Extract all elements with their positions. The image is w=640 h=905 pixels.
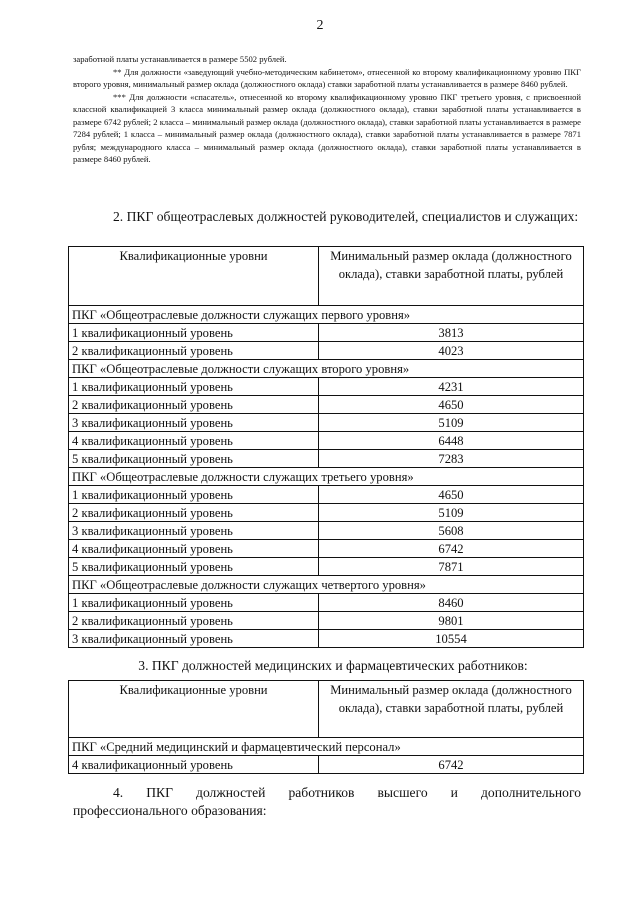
footnote-triple-star: *** Для должности «спасатель», отнесенной ко второму квалификационному уровню ПКГ третьего уровня, с присвоенной классной квалификацией 3 класса минимальный размер оклада (должностного оклада), ставки заработной платы устанавливается в размере 6742 рублей; 2 класса – минимальный размер оклада (должностного оклада), ставки заработной платы устанавливается в размере 7284 рублей; 1 класса – минимальный размер оклада (должностного оклада), ставки заработной платы устанавливается в размере 7871 рубля; международного класса – минимальный размер оклада (должностного оклада), ставки заработной платы устанавливается в размере 8460 рублей.	[73, 91, 581, 164]
salary-value: 4231	[319, 378, 584, 396]
salary-value: 10554	[319, 630, 584, 648]
footnotes	[73, 53, 581, 166]
table-row	[69, 756, 584, 774]
table-row	[69, 414, 584, 432]
group-title: ПКГ «Средний медицинский и фармацевтический персонал»	[69, 738, 584, 756]
qualification-level: 4 квалификационный уровень	[69, 432, 319, 450]
table-row	[69, 432, 584, 450]
salary-value: 4023	[319, 342, 584, 360]
group-title: ПКГ «Общеотраслевые должности служащих четвертого уровня»	[69, 576, 584, 594]
qualification-level: 1 квалификационный уровень	[69, 594, 319, 612]
qualification-level: 3 квалификационный уровень	[69, 522, 319, 540]
section-4-heading: 4. ПКГ должностей работников высшего и дополнительного профессионального образования:	[73, 785, 581, 818]
salary-value: 6448	[319, 432, 584, 450]
section-2-heading: 2. ПКГ общеотраслевых должностей руководителей, специалистов и служащих:	[113, 209, 579, 224]
salary-table-general	[68, 246, 584, 648]
salary-value: 7283	[319, 450, 584, 468]
group-row	[69, 576, 584, 594]
table-row	[69, 558, 584, 576]
footnote-double-star: ** Для должности «заведующий учебно-методическим кабинетом», отнесенной ко второму квалификационному уровню ПКГ второго уровня, минимальный размер оклада (должностного оклада) ставки заработной платы устанавливается в размере 8460 рублей.	[73, 66, 581, 89]
group-title: ПКГ «Общеотраслевые должности служащих второго уровня»	[69, 360, 584, 378]
column-header-salary: Минимальный размер оклада (должностного оклада), ставки заработной платы, рублей	[319, 681, 584, 738]
group-title: ПКГ «Общеотраслевые должности служащих третьего уровня»	[69, 468, 584, 486]
qualification-level: 3 квалификационный уровень	[69, 414, 319, 432]
salary-value: 4650	[319, 396, 584, 414]
salary-value: 5109	[319, 414, 584, 432]
salary-value: 5109	[319, 504, 584, 522]
qualification-level: 1 квалификационный уровень	[69, 378, 319, 396]
table-row	[69, 396, 584, 414]
table-row	[69, 522, 584, 540]
group-row	[69, 360, 584, 378]
table-row	[69, 378, 584, 396]
table-row	[69, 630, 584, 648]
group-title: ПКГ «Общеотраслевые должности служащих первого уровня»	[69, 306, 584, 324]
salary-table-medical	[68, 680, 584, 774]
table-row	[69, 612, 584, 630]
qualification-level: 4 квалификационный уровень	[69, 540, 319, 558]
qualification-level: 2 квалификационный уровень	[69, 612, 319, 630]
table-row	[69, 594, 584, 612]
qualification-level: 4 квалификационный уровень	[69, 756, 319, 774]
qualification-level: 2 квалификационный уровень	[69, 504, 319, 522]
column-header-levels: Квалификационные уровни	[69, 681, 319, 738]
salary-value: 3813	[319, 324, 584, 342]
group-row	[69, 738, 584, 756]
qualification-level: 1 квалификационный уровень	[69, 324, 319, 342]
qualification-level: 2 квалификационный уровень	[69, 342, 319, 360]
page-number: 2	[316, 18, 324, 33]
section-3-heading: 3. ПКГ должностей медицинских и фармацевтических работников:	[138, 658, 528, 673]
column-header-levels: Квалификационные уровни	[69, 247, 319, 306]
qualification-level: 5 квалификационный уровень	[69, 558, 319, 576]
table-row	[69, 450, 584, 468]
salary-value: 7871	[319, 558, 584, 576]
table-row	[69, 540, 584, 558]
salary-value: 5608	[319, 522, 584, 540]
salary-value: 4650	[319, 486, 584, 504]
column-header-salary: Минимальный размер оклада (должностного оклада), ставки заработной платы, рублей	[319, 247, 584, 306]
qualification-level: 2 квалификационный уровень	[69, 396, 319, 414]
salary-value: 6742	[319, 540, 584, 558]
qualification-level: 5 квалификационный уровень	[69, 450, 319, 468]
salary-value: 9801	[319, 612, 584, 630]
table-row	[69, 504, 584, 522]
salary-value: 6742	[319, 756, 584, 774]
table-row	[69, 324, 584, 342]
qualification-level: 1 квалификационный уровень	[69, 486, 319, 504]
qualification-level: 3 квалификационный уровень	[69, 630, 319, 648]
table-row	[69, 486, 584, 504]
salary-value: 8460	[319, 594, 584, 612]
table-row	[69, 342, 584, 360]
group-row	[69, 306, 584, 324]
group-row	[69, 468, 584, 486]
footnote-continuation: заработной платы устанавливается в размере 5502 рублей.	[73, 54, 287, 64]
